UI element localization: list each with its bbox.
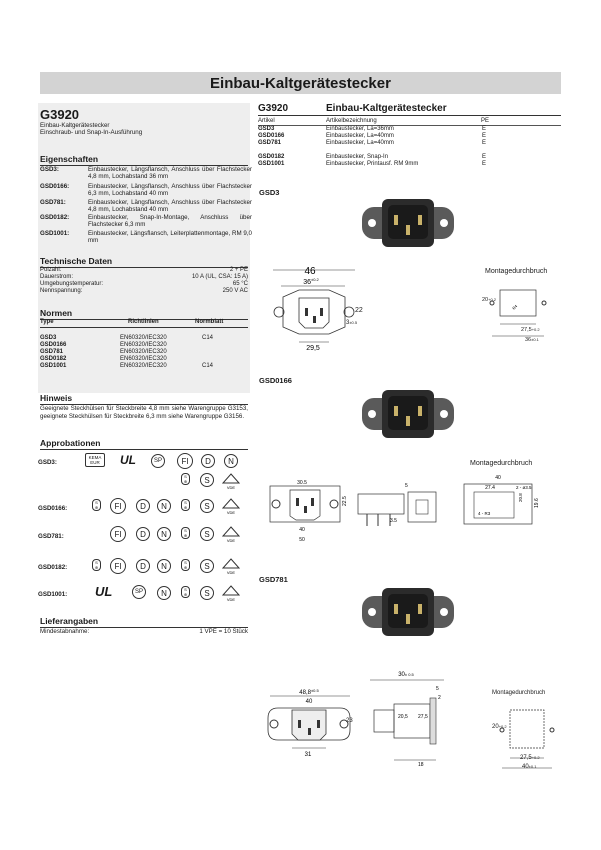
table-row <box>40 363 252 370</box>
kema-eur-icon <box>85 453 105 467</box>
cell-type: GSD1001 <box>40 363 67 369</box>
gsd3-mount-label: Montagedurchbruch <box>485 268 548 275</box>
cell-pe: E <box>482 154 487 160</box>
cell-type: GSD781 <box>40 349 64 355</box>
dim-275-val: 27,5 <box>521 327 532 333</box>
cell-artikel: GSD0182 <box>258 154 285 160</box>
eig-item <box>40 199 252 215</box>
article-title: Einbau-Kaltgerätestecker <box>326 103 447 114</box>
vde-icon <box>221 525 241 543</box>
table-row <box>40 356 252 363</box>
approbationen-heading: Approbationen <box>40 438 248 450</box>
dim-46: 46 <box>304 266 316 277</box>
appr-label-gsd3: GSD3: <box>38 459 57 466</box>
dim-5: 5 <box>405 483 408 489</box>
dim-295: 29,5 <box>306 345 320 352</box>
dim-275c-tol: +0.2 <box>531 755 540 760</box>
dim-23: 23 <box>346 718 353 724</box>
s-small-icon: S ⊕ <box>181 527 190 539</box>
gsd781-photo <box>360 582 456 644</box>
gsd781-mount-label: Montagedurchbruch <box>492 690 546 696</box>
dim-40d-val: 40 <box>522 764 529 770</box>
tech-row <box>40 281 248 288</box>
gsd0166-drawing <box>262 472 552 552</box>
article-table-title <box>258 103 561 116</box>
intro-line-2: Einschraub- und Snap-In-Ausführung <box>40 129 143 136</box>
dim-20b-tol: +0.2 <box>498 724 507 729</box>
dim-36b-val: 36 <box>525 337 532 343</box>
n-icon: N <box>157 527 171 541</box>
s-small-icon: S ⊕ <box>181 473 190 485</box>
dim-208: 20.8 <box>518 493 523 502</box>
article-code: G3920 <box>258 103 289 114</box>
vde-icon <box>221 584 241 602</box>
cell-bez: Einbaustecker, Printausf. RM 9mm <box>326 161 419 167</box>
cell-bez: Einbaustecker, La=40mm <box>326 133 394 139</box>
dim-40d-tol: ±0.1 <box>528 764 537 769</box>
dim-18: 18 <box>418 762 424 768</box>
gsd781-side-drawing <box>366 668 460 768</box>
dim-2-35: 2 - ø3.5 <box>516 485 532 490</box>
s-small-icon: S ⊕ <box>92 499 101 511</box>
tech-label: Nennspannung: <box>40 288 83 294</box>
n-icon: N <box>157 499 171 513</box>
product-code: G3920 <box>40 107 80 122</box>
csa-icon: SP <box>151 454 165 468</box>
eig-code: GSD781: <box>40 199 66 206</box>
fi-icon: FI <box>110 526 126 542</box>
csa-icon: SP <box>132 585 146 599</box>
cell-artikel: GSD3 <box>258 126 275 132</box>
eig-text: Einbaustecker, Längsflansch, Anschluss über Flachstecker 4,8 mm, Lochabstand 36 mm <box>88 166 252 181</box>
gsd0166-mount-label: Montagedurchbruch <box>470 460 533 467</box>
vde-text: VDE <box>226 597 236 602</box>
s-small-icon: S ⊕ <box>181 499 190 511</box>
n-icon: N <box>224 454 238 468</box>
dim-196: 19.6 <box>534 498 540 508</box>
dim-225: 22.5 <box>342 496 348 506</box>
liefer-heading: Lieferangaben <box>40 616 248 628</box>
cell-artikel: GSD1001 <box>258 161 285 167</box>
gsd781-heading: GSD781 <box>259 575 288 584</box>
dim-20-tol: +0.2 <box>488 297 497 302</box>
tech-label: Umgebungstemperatur: <box>40 281 104 287</box>
s-icon: S <box>200 473 214 487</box>
col-type: Type <box>40 319 54 325</box>
eig-code: GSD0166: <box>40 183 70 190</box>
gsd3-heading: GSD3 <box>259 188 280 197</box>
kema-text: KEMA <box>88 455 102 460</box>
tech-value: 65 °C <box>232 281 248 287</box>
eig-text: Einbaustecker, Längsflansch, Leiterplattenmontage, RM 9,0 mm <box>88 230 252 245</box>
ul-icon: UL <box>95 584 113 599</box>
cell-pe: E <box>482 140 487 146</box>
d-icon: D <box>136 499 150 513</box>
d-icon: D <box>201 454 215 468</box>
n-icon: N <box>157 559 171 573</box>
eig-text: Einbaustecker, Längsflansch, Anschluss über Flachstecker 4,8 mm, Lochabstand 40 mm <box>88 199 252 214</box>
cell-type: GSD3 <box>40 335 57 341</box>
eig-text: Einbaustecker, Längsflansch, Anschluss über Flachstecker 6,3 mm, Lochabstand 40 mm <box>88 183 252 198</box>
cell-richtlinien: EN60320/IEC320 <box>120 363 167 369</box>
cell-bez: Einbaustecker, Snap-In <box>326 154 389 160</box>
tech-row <box>40 267 248 274</box>
dim-274: 27.4 <box>485 485 495 491</box>
tech-value: 250 V AC <box>222 288 248 294</box>
eig-code: GSD0182: <box>40 214 70 221</box>
dim-20-val: 20 <box>482 297 489 303</box>
dim-40: 40 <box>299 527 305 533</box>
cell-richtlinien: EN60320/IEC320 <box>120 342 167 348</box>
gsd3-photo <box>360 193 456 255</box>
technische-heading: Technische Daten <box>40 256 248 268</box>
dim-5b: 5 <box>436 686 439 692</box>
tech-label: Dauerstrom: <box>40 274 74 280</box>
dim-20b <box>492 724 507 730</box>
s-small-icon: S ⊕ <box>181 559 190 571</box>
col-pe: PE <box>481 118 490 124</box>
eur-text: EUR <box>90 460 100 465</box>
dim-488: 48,8 <box>299 690 311 696</box>
cell-pe: E <box>482 126 487 132</box>
dim-22: 22 <box>355 307 363 314</box>
gsd3-front-drawing <box>263 262 363 352</box>
hinweis-text: Geeignete Steckhülsen für Steckbreite 4,8 mm siehe Warengruppe G3153, geeignete Steckhülsen für Steckbreite 6,3 mm siehe Warengruppe G3156. <box>40 405 248 420</box>
intro-line-1: Einbau-Kaltgerätestecker <box>40 122 110 129</box>
dim-20b-val: 20 <box>492 724 499 730</box>
article-table <box>258 103 561 167</box>
svg-text:30± 0.5 <box>398 672 414 678</box>
dim-275c <box>520 755 540 761</box>
dim-488-tol: ±0.5 <box>310 688 319 693</box>
dim-50: 50 <box>299 537 305 543</box>
vde-text: VDE <box>226 538 236 543</box>
normen-header-row <box>40 319 248 328</box>
cell-bez: Einbaustecker, La=40mm <box>326 140 394 146</box>
dim-36: 36 <box>303 279 312 286</box>
dim-40b: 40 <box>495 475 501 481</box>
eig-item <box>40 214 252 230</box>
dim-r4: R4 <box>511 303 519 311</box>
eigenschaften-heading: Eigenschaften <box>40 154 248 166</box>
s-icon: S <box>200 499 214 513</box>
gsd0166-photo <box>360 384 456 446</box>
appr-label-gsd0166: GSD0166: <box>38 505 68 512</box>
dim-275c-val: 27,5 <box>520 755 532 761</box>
appr-label-gsd781: GSD781: <box>38 533 64 540</box>
col-artikel: Artikel <box>258 118 275 124</box>
cell-type: GSD0166 <box>40 342 67 348</box>
table-row <box>40 349 252 356</box>
dim-3-tol: ±0.5 <box>349 320 358 325</box>
cell-richtlinien: EN60320/IEC320 <box>120 349 167 355</box>
cell-normblatt: C14 <box>202 335 214 341</box>
cell-artikel: GSD781 <box>258 140 282 146</box>
eig-item <box>40 230 252 246</box>
dim-3 <box>346 320 357 326</box>
cell-artikel: GSD0166 <box>258 133 285 139</box>
vde-icon <box>221 497 241 515</box>
dim-20 <box>482 297 496 303</box>
appr-label-gsd0182: GSD0182: <box>38 564 68 571</box>
article-header-row <box>258 118 561 126</box>
page-title: Einbau-Kaltgerätestecker <box>40 72 561 94</box>
s-small-icon: S ⊕ <box>181 586 190 598</box>
n-icon: N <box>157 586 171 600</box>
left-panel-lower <box>38 393 250 653</box>
hinweis-heading: Hinweis <box>40 393 248 405</box>
dim-35: 3.5 <box>390 518 397 524</box>
table-row <box>40 335 252 342</box>
dim-36b-tol: ±0.1 <box>531 337 539 342</box>
liefer-value: 1 VPE = 10 Stück <box>199 628 248 635</box>
vde-text: VDE <box>226 570 236 575</box>
dim-36b <box>525 337 539 343</box>
tech-row <box>40 274 248 281</box>
svg-text:36±0.2 <box>303 277 319 286</box>
col-bezeichnung: Artikelbezeichnung <box>326 118 377 124</box>
eig-item <box>40 183 252 199</box>
cell-bez: Einbaustecker, La=36mm <box>326 126 394 132</box>
ul-icon: UL <box>120 453 136 467</box>
vde-text: VDE <box>226 510 236 515</box>
col-richtlinien: Richtlinien <box>128 319 159 325</box>
s-icon: S <box>200 559 214 573</box>
tech-label: Polzahl: <box>40 267 62 273</box>
cell-type: GSD0182 <box>40 356 67 362</box>
dim-31: 31 <box>304 752 312 758</box>
gsd781-cutout-drawing <box>488 700 560 774</box>
fi-icon: FI <box>177 453 193 469</box>
dim-40c: 40 <box>305 699 313 705</box>
eig-code: GSD1001: <box>40 230 70 237</box>
tech-row <box>40 288 248 295</box>
vde-text: VDE <box>226 485 236 490</box>
dim-3-val: 3 <box>346 320 350 326</box>
fi-icon: FI <box>110 498 126 514</box>
eig-code: GSD3: <box>40 166 59 173</box>
dim-205: 20,5 <box>398 714 408 720</box>
d-icon: D <box>136 559 150 573</box>
appr-label-gsd1001: GSD1001: <box>38 591 68 598</box>
gsd0166-heading: GSD0166 <box>259 376 292 385</box>
cell-pe: E <box>482 161 487 167</box>
dim-40d <box>522 764 536 770</box>
tech-value: 10 A (UL, CSA: 15 A) <box>191 274 248 280</box>
dim-30: 30 <box>398 672 405 678</box>
dim-36-tol: ±0.2 <box>311 277 319 282</box>
s-icon: S <box>200 586 214 600</box>
cell-richtlinien: EN60320/IEC320 <box>120 335 167 341</box>
table-row <box>40 342 252 349</box>
eig-item <box>40 166 252 182</box>
dim-2: 2 <box>438 695 441 701</box>
col-normblatt: Normblatt <box>195 319 224 325</box>
dim-4-r3: 4 - R3 <box>478 511 491 516</box>
left-panel <box>38 103 250 393</box>
vde-icon <box>221 557 241 575</box>
dim-275 <box>521 327 540 333</box>
cell-richtlinien: EN60320/IEC320 <box>120 356 167 362</box>
dim-275-tol: +0.2 <box>531 327 540 332</box>
svg-text:48,8±0.5 <box>299 688 319 696</box>
tech-value: 2 + PE <box>229 267 248 273</box>
cell-pe: E <box>482 133 487 139</box>
s-icon: S <box>200 527 214 541</box>
fi-icon: FI <box>110 558 126 574</box>
dim-275b: 27,5 <box>418 714 428 720</box>
normen-heading: Normen <box>40 308 248 320</box>
gsd3-cutout-drawing <box>478 280 558 342</box>
d-icon: D <box>136 527 150 541</box>
dim-305: 30.5 <box>297 480 307 486</box>
eig-text: Einbaustecker, Snap-In-Montage, Anschluss über Flachstecker 6,3 mm <box>88 214 252 229</box>
liefer-label: Mindestabnahme: <box>40 628 90 635</box>
vde-icon <box>221 472 241 490</box>
s-small-icon: S ⊕ <box>92 559 101 571</box>
dim-30-tol: ± 0.5 <box>404 672 414 677</box>
cell-normblatt: C14 <box>202 363 214 369</box>
